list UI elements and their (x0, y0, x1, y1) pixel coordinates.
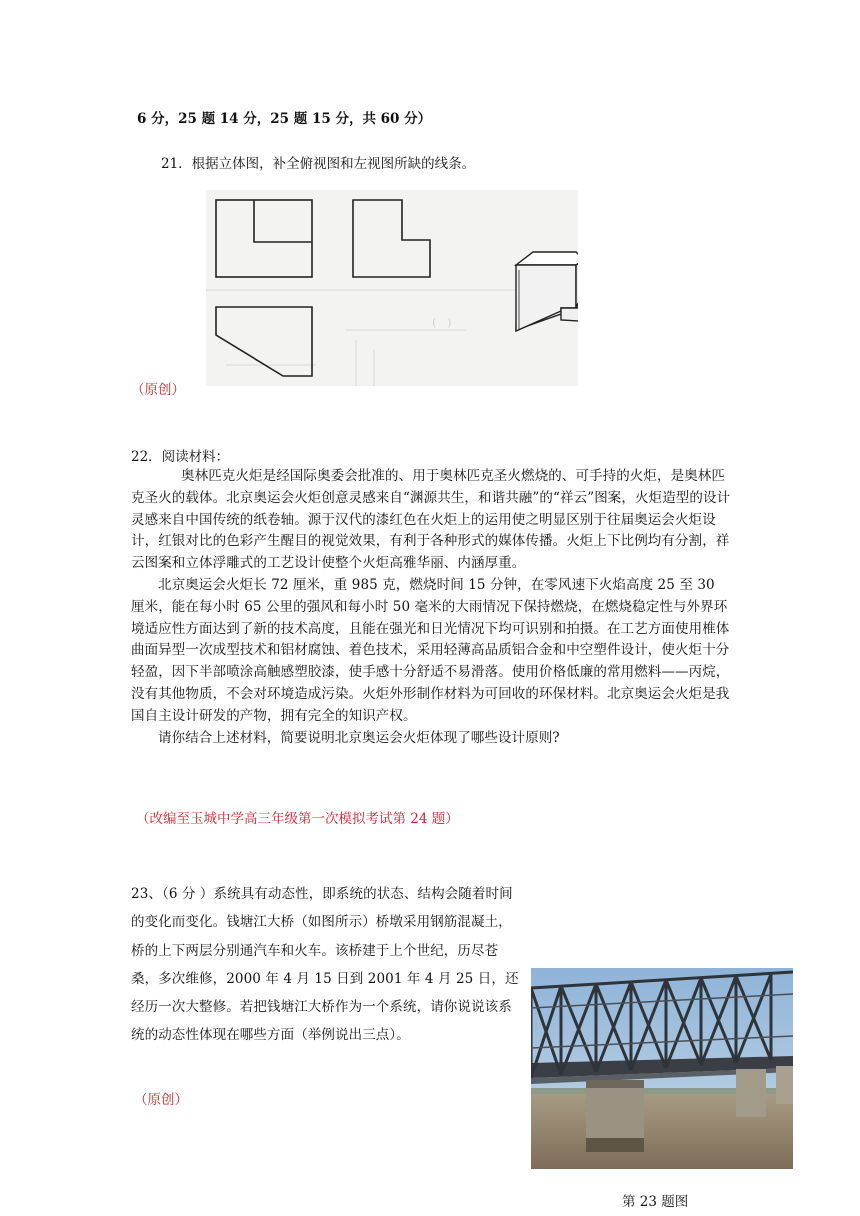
q22-question: 请你结合上述材料，简要说明北京奥运会火炬体现了哪些设计原则? (158, 729, 560, 746)
isometric-solid (516, 252, 578, 331)
q22-source: （改编至玉城中学高三年级第一次模拟考试第 24 题） (136, 811, 459, 827)
bridge-image (531, 968, 793, 1169)
q21-source: （原创） (131, 382, 185, 398)
figure-faint-text: ( ) (432, 316, 452, 329)
q22-material (131, 466, 731, 749)
q22-paragraph-1: 奥林匹克火炬是经国际奥委会批准的、用于奥林匹克圣火燃烧的、可手持的火炬，是奥林匹克圣火的载体。北京奥运会火炬创意灵感来自“渊源共生，和谐共融”的“祥云”图案，火炬造型的设计灵感来自中国传统的纸卷轴。源于汉代的漆红色在火炬上的运用使之明显区别于往届奥运会火炬设计，红银对比的色彩产生醒目的视觉效果，有利于各种形式的媒体传播。火炬上下比例均有分割，祥云图案和立体浮雕式的工艺设计使整个火炬高雅华丽、内涵厚重。 (131, 468, 731, 572)
q23-source: （原创） (134, 1092, 188, 1108)
bridge-photo (531, 968, 793, 1169)
score-header: 6 分，25 题 14 分，25 题 15 分，共 60 分） (137, 111, 432, 127)
question-22-title: 22．阅读材料： (131, 449, 230, 465)
three-view-drawing (206, 190, 578, 386)
question-21-text: 21．根据立体图，补全俯视图和左视图所缺的线条。 (161, 156, 476, 172)
q23-figure-caption: 第 23 题图 (622, 1194, 689, 1210)
q22-paragraph-2: 北京奥运会火炬长 72 厘米，重 985 克，燃烧时间 15 分钟，在零风速下火焰高度 25 至 30 厘米，能在每小时 65 公里的强风和每小时 50 毫米的大雨情况下保持燃烧，在燃烧稳定性与外界环境适应性方面达到了新的技术高度，且能在强光和日光情况下均可识别和拍摄。在工艺方面使用椎体曲面异型一次成型技术和铝材腐蚀、着色技术，采用轻薄高品质铝合金和中空塑件设计，使火炬十分轻盈，因下半部喷涂高触感塑胶漆，使手感十分舒适不易滑落。使用价格低廉的常用燃料——丙烷，没有其他物质，不会对环境造成污染。火炬外形制作材料为可回收的环保材料。北京奥运会火炬是我国自主设计研发的产物，拥有完全的知识产权。 (131, 576, 730, 724)
q21-figure (206, 190, 578, 386)
q23-body: 23、（6 分 ）系统具有动态性，即系统的状态、结构会随着时间的变化而变化。钱塘江大桥（如图所示）桥墩采用钢筋混凝土，桥的上下两层分别通汽车和火车。该桥建于上个世纪，历尽苍桑，多次维修，2000 年 4 月 15 日到 2001 年 4 月 25 日，还经历一次大整修。若把钱塘江大桥作为一个系统，请你说说该系统的动态性体现在哪些方面（举例说出三点）。 (131, 886, 519, 1044)
